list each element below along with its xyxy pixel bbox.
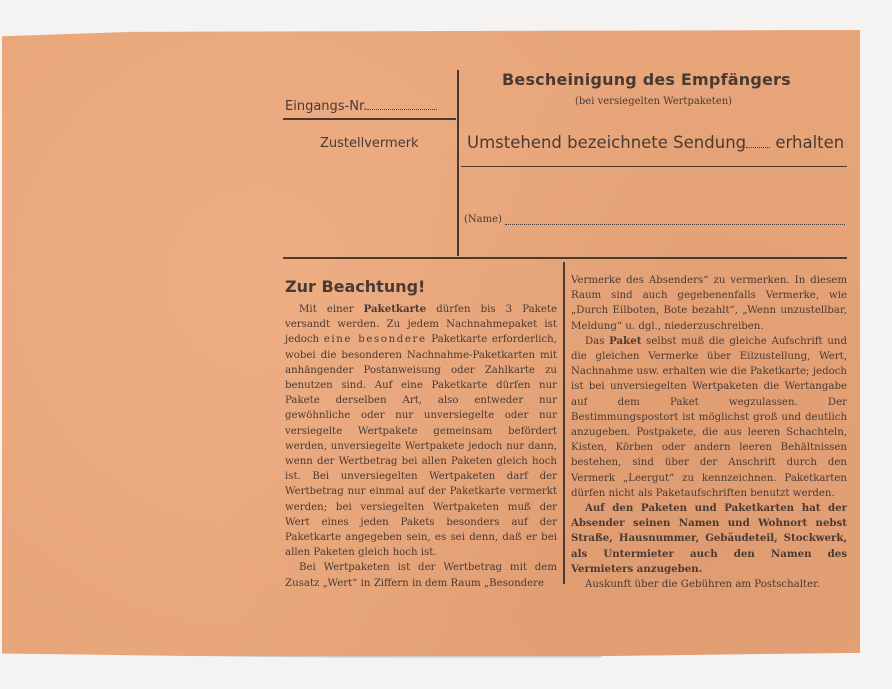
notice-right-paragraph-4: Auskunft über die Gebühren am Postschalter. — [585, 579, 821, 591]
notice-heading: Zur Beachtung! — [285, 277, 426, 296]
eingangs-nr-field: Eingangs-Nr. — [285, 99, 437, 114]
certificate-title: Bescheinigung des Empfängers — [502, 70, 791, 89]
notice-left-paragraph-1: Mit einer Paketkarte dürfen bis 3 Pakete versandt werden. Zu jedem Nachnahmepaket ist jedoch eine besondere Paketkarte erforderlich, wobei die besonderen Nachnahme-Paketkarten mit anhängender Postanweisung oder Zahlkarte zu benutzen sind. Auf eine Paketkarte dürfen nur Pakete derselben Art, also entweder nur gewöhnliche oder nur unversiegelte oder nur versiegelte Wertpakete gemeinsam befördert werden, unversiegelte Wertpakete jedoch nur dann, wenn der Wertbetrag bei allen Paketen gleich hoch ist. Bei unversiegelten Wertpaketen darf der Wertbetrag nur einmal auf der Paketkarte vermerkt werden; bei versiegelten Wertpaketen muß der Wert eines jeden Pakets besonders auf der Paketkarte angegeben sein, es sei denn, daß er bei allen Paketen gleich hoch ist. — [285, 303, 557, 559]
divider-certificate — [461, 166, 847, 167]
notice-right-column — [571, 273, 847, 592]
divider-vertical-top — [457, 70, 459, 256]
name-signature-line — [505, 224, 845, 225]
notice-left-column — [285, 302, 557, 591]
divider-horizontal-main — [283, 257, 847, 259]
name-label: (Name) — [464, 214, 502, 225]
notice-right-paragraph-3: Auf den Paketen und Paketkarten hat der Absender seinen Namen und Wohnort nebst Straße, Hausnummer, Gebäudeteil, Stockwerk, als Untermieter auch den Namen des Vermieters anzugeben. — [571, 502, 847, 575]
divider-eingang — [283, 118, 456, 120]
zustellvermerk-label: Zustellvermerk — [320, 136, 419, 151]
divider-vertical-notice — [563, 262, 565, 584]
notice-left-paragraph-2: Bei Wertpaketen ist der Wertbetrag mit dem Zusatz „Wert“ in Ziffern in dem Raum „Besondere — [285, 562, 557, 589]
notice-right-paragraph-1: Vermerke des Absenders“ zu vermerken. In diesem Raum sind auch gegebenenfalls Vermerke, wie „Durch Eilboten, Bote bezahlt“, „Wenn unzustellbar, Meldung“ u. dgl., niederzuschreiben. — [571, 275, 847, 332]
certificate-subtitle: (bei versiegelten Wertpaketen) — [575, 96, 733, 107]
certificate-statement: Umstehend bezeichnete Sendung erhalten — [467, 133, 845, 152]
notice-right-paragraph-2: Das Paket selbst muß die gleiche Aufschrift und die gleichen Vermerke über Eilzustellung, Wert, Nachnahme usw. erhalten wie die Paketkarte; jedoch ist bei unversiegelten Wertpaketen die Wertangabe auf dem Paket wegzulassen. Der Bestimmungspostort ist möglichst groß und deutlich anzugeben. Postpakete, die aus leeren Schachteln, Kisten, Körben oder andern leeren Behältnissen bestehen, sind über der Anschrift durch den Vermerk „Leergut“ zu kennzeichnen. Paketkarten dürfen nicht als Paketaufschriften benutzt werden. — [571, 334, 847, 499]
